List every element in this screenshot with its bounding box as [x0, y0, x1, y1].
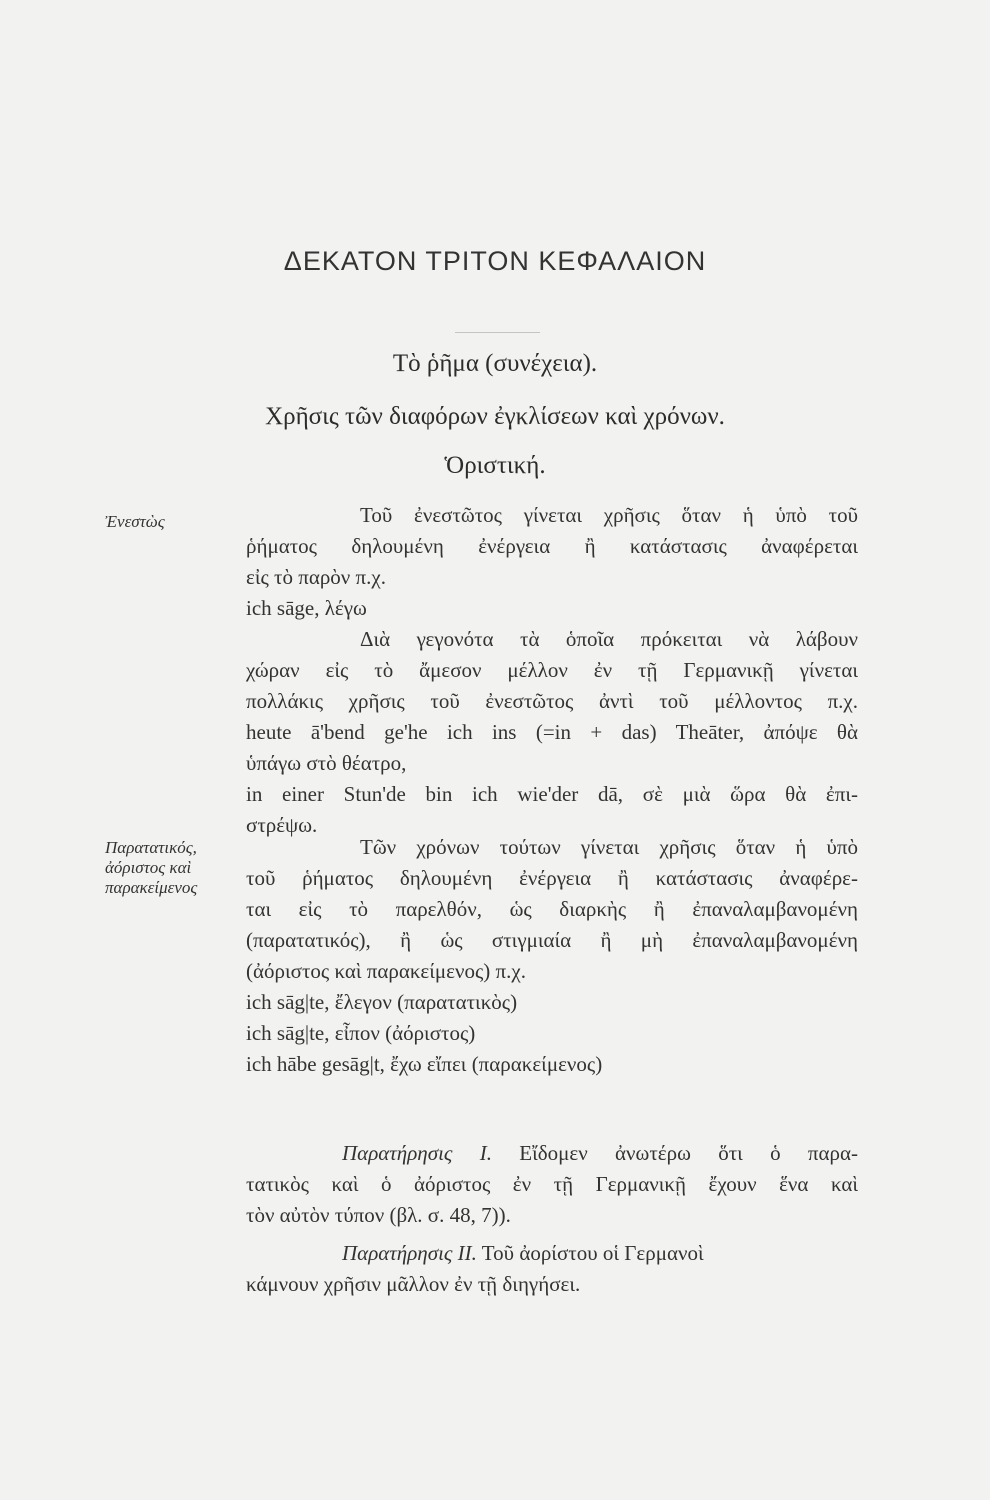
text-line: πολλάκις χρῆσις τοῦ ἐνεστῶτος ἀντὶ τοῦ μέλλοντος π.χ.: [246, 689, 858, 713]
text-line: Τοῦ ἐνεστῶτος γίνεται χρῆσις ὅταν ἡ ὑπὸ τοῦ: [360, 503, 858, 527]
mood-heading: Ὁριστική.: [444, 452, 546, 479]
section-heading: Τὸ ῥῆμα (συνέχεια).: [392, 350, 598, 377]
observation-1: [246, 1138, 858, 1231]
text-line: [246, 1238, 858, 1269]
text-line: [246, 1138, 858, 1169]
margin-note-line: παρακείμενος: [105, 878, 198, 897]
margin-note-line: Παρατατικός,: [105, 838, 197, 857]
observation-text: Τοῦ ἀορίστου οἱ Γερμανοὶ: [481, 1241, 704, 1265]
text-line: ὑπάγω στὸ θέατρο,: [246, 751, 407, 775]
observation-text: Εἴδομεν ἀνωτέρω ὅτι ὁ παρα-: [519, 1141, 858, 1165]
margin-note-present: Ἐνεστὼς: [105, 512, 165, 531]
text-line: ich hābe gesāg|t, ἔχω εἴπει (παρακείμενος): [246, 1052, 603, 1076]
text-line: heute ā'bend ge'he ich ins (=in + das) Theāter, ἀπόψε θὰ: [246, 720, 858, 744]
text-line: ich sāg|te, ἔλεγον (παρατατικὸς): [246, 990, 518, 1014]
observation-2: [246, 1238, 858, 1300]
text-line: ται εἰς τὸ παρελθόν, ὡς διαρκὴς ἢ ἐπαναλαμβανομένη: [246, 897, 858, 921]
text-line: χώραν εἰς τὸ ἄμεσον μέλλον ἐν τῇ Γερμανικῇ γίνεται: [246, 658, 858, 682]
margin-note-line: ἀόριστος καὶ: [105, 858, 192, 877]
text-line: στρέψω.: [246, 813, 318, 837]
present-tense-section: [246, 500, 858, 841]
chapter-title: ΔΕΚΑΤΟΝ ΤΡΙΤΟΝ ΚΕΦΑΛΑΙΟΝ: [283, 246, 707, 276]
text-line: (ἀόριστος καὶ παρακείμενος) π.χ.: [246, 959, 526, 983]
past-tenses-section: [246, 832, 858, 1080]
text-line: ich sāge, λέγω: [246, 596, 367, 620]
text-line: (παρατατικός), ἢ ὡς στιγμιαία ἢ μὴ ἐπαναλαμβανομένη: [246, 928, 858, 952]
text-line: κάμνουν χρῆσιν μᾶλλον ἐν τῇ διηγήσει.: [246, 1272, 581, 1296]
text-line: ῥήματος δηλουμένη ἐνέργεια ἢ κατάστασις ἀναφέρεται: [246, 534, 858, 558]
observation-label: Παρατήρησις Ι.: [342, 1141, 492, 1165]
text-line: τὸν αὐτὸν τύπον (βλ. σ. 48, 7)).: [246, 1203, 511, 1227]
text-line: τατικὸς καὶ ὁ ἀόριστος ἐν τῇ Γερμανικῇ ἔχουν ἕνα καὶ: [246, 1172, 858, 1196]
text-line: τοῦ ῥήματος δηλουμένη ἐνέργεια ἢ κατάστασις ἀναφέρε-: [246, 866, 858, 890]
title-divider: [455, 332, 540, 333]
observation-label: Παρατήρησις ΙΙ.: [342, 1241, 477, 1265]
section-subheading: Χρῆσις τῶν διαφόρων ἐγκλίσεων καὶ χρόνων.: [265, 403, 725, 430]
text-line: ich sāg|te, εἶπον (ἀόριστος): [246, 1021, 476, 1045]
text-line: Τῶν χρόνων τούτων γίνεται χρῆσις ὅταν ἡ ὑπὸ: [360, 835, 858, 859]
margin-note-past-tenses: [105, 838, 197, 898]
text-line: εἰς τὸ παρὸν π.χ.: [246, 565, 386, 589]
text-line: in einer Stun'de bin ich wie'der dā, σὲ μιὰ ὥρα θὰ ἐπι-: [246, 782, 858, 806]
text-line: Διὰ γεγονότα τὰ ὁποῖα πρόκειται νὰ λάβουν: [360, 627, 858, 651]
